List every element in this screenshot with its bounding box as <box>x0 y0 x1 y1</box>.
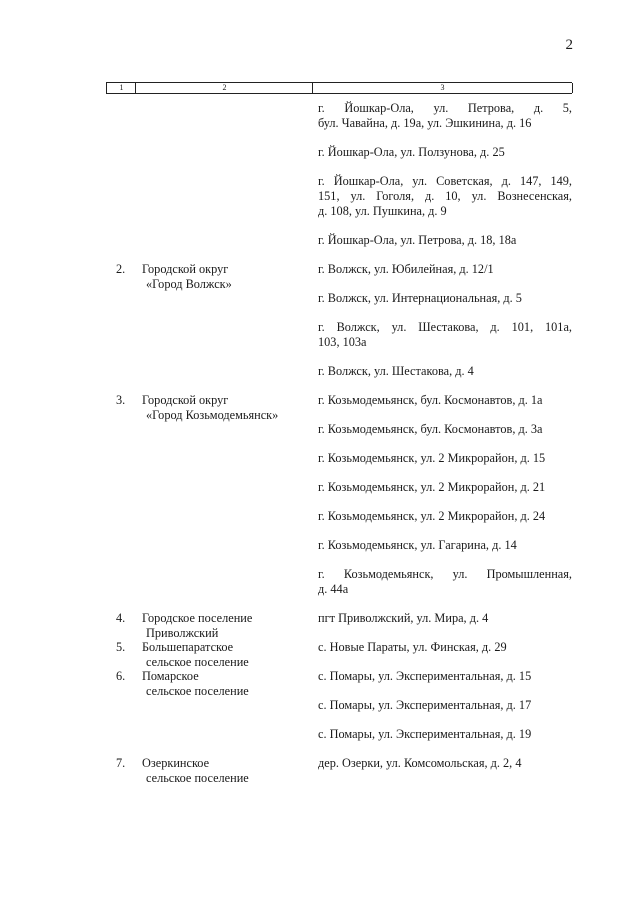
address-list <box>318 669 572 742</box>
address-line: г. Козьмодемьянск, ул. Гагарина, д. 14 <box>318 538 517 552</box>
page-number: 2 <box>565 37 573 53</box>
address-entry <box>318 262 572 277</box>
address-entry <box>318 451 572 466</box>
table-row <box>0 756 639 785</box>
row-number: 3. <box>116 393 126 407</box>
municipality-name <box>142 262 307 292</box>
address-list <box>318 393 572 597</box>
column-header-3: 3 <box>312 83 573 93</box>
table-row <box>0 640 639 669</box>
address-line: г. Волжск, ул. Шестакова, д. 4 <box>318 364 474 378</box>
address-line: 151, ул. Гоголя, д. 10, ул. Вознесенская, <box>318 189 572 203</box>
table-header-row <box>106 82 572 94</box>
row-number: 2. <box>116 262 126 276</box>
table-row <box>0 669 639 742</box>
municipality-name <box>142 640 307 670</box>
address-line: пгт Приволжский, ул. Мира, д. 4 <box>318 611 489 625</box>
address-list <box>318 756 572 771</box>
address-line: д. 44а <box>318 582 349 596</box>
address-line: г. Козьмодемьянск, ул. Промышленная, <box>318 567 572 581</box>
column-header-2: 2 <box>135 83 313 93</box>
municipality-name-line: Городское поселение <box>142 611 253 625</box>
address-line: г. Козьмодемьянск, бул. Космонавтов, д. 1а <box>318 393 543 407</box>
municipality-name-line: «Город Козьмодемьянск» <box>146 408 279 422</box>
address-line: г. Йошкар-Ола, ул. Советская, д. 147, 149, <box>318 174 572 188</box>
address-entry <box>318 101 572 131</box>
row-number: 4. <box>116 611 126 625</box>
municipality-name-line: сельское поселение <box>146 655 249 669</box>
address-line: 103, 103а <box>318 335 367 349</box>
address-line: с. Помары, ул. Экспериментальная, д. 17 <box>318 698 532 712</box>
address-entry <box>318 145 572 160</box>
address-line: г. Йошкар-Ола, ул. Петрова, д. 5, <box>318 101 572 115</box>
address-line: с. Помары, ул. Экспериментальная, д. 15 <box>318 669 532 683</box>
address-list <box>318 262 572 379</box>
municipality-name-line: Городской округ <box>142 393 229 407</box>
address-list <box>318 640 572 655</box>
address-entry <box>318 480 572 495</box>
address-line: с. Новые Параты, ул. Финская, д. 29 <box>318 640 507 654</box>
municipality-name-line: сельское поселение <box>146 771 249 785</box>
row-number: 6. <box>116 669 126 683</box>
address-entry <box>318 174 572 219</box>
column-header-1: 1 <box>106 83 136 93</box>
municipality-name-line: Городской округ <box>142 262 229 276</box>
municipality-name-line: Озеркинское <box>142 756 210 770</box>
address-entry <box>318 393 572 408</box>
row-number: 5. <box>116 640 126 654</box>
municipality-name <box>142 611 307 641</box>
municipality-name <box>142 756 307 786</box>
address-line: г. Волжск, ул. Интернациональная, д. 5 <box>318 291 522 305</box>
address-entry <box>318 364 572 379</box>
address-entry <box>318 233 572 248</box>
address-entry <box>318 538 572 553</box>
address-line: г. Козьмодемьянск, ул. 2 Микрорайон, д. 15 <box>318 451 546 465</box>
address-line: г. Козьмодемьянск, бул. Космонавтов, д. 3а <box>318 422 543 436</box>
municipality-name-line: Большепаратское <box>142 640 234 654</box>
address-entry <box>318 756 572 771</box>
address-line: г. Козьмодемьянск, ул. 2 Микрорайон, д. 24 <box>318 509 546 523</box>
table-body <box>0 101 639 785</box>
address-line: с. Помары, ул. Экспериментальная, д. 19 <box>318 727 532 741</box>
address-line: г. Волжск, ул. Шестакова, д. 101, 101а, <box>318 320 572 334</box>
address-line: г. Йошкар-Ола, ул. Петрова, д. 18, 18а <box>318 233 517 247</box>
address-line: д. 108, ул. Пушкина, д. 9 <box>318 204 447 218</box>
address-entry <box>318 727 572 742</box>
address-entry <box>318 698 572 713</box>
address-entry <box>318 422 572 437</box>
municipality-name-line: «Город Волжск» <box>146 277 232 291</box>
municipality-name-line: сельское поселение <box>146 684 249 698</box>
address-line: дер. Озерки, ул. Комсомольская, д. 2, 4 <box>318 756 522 770</box>
address-entry <box>318 291 572 306</box>
municipality-name-line: Приволжский <box>146 626 219 640</box>
address-entry <box>318 669 572 684</box>
municipality-name <box>142 393 307 423</box>
address-line: бул. Чавайна, д. 19а, ул. Эшкинина, д. 16 <box>318 116 532 130</box>
address-list <box>318 101 572 248</box>
address-entry <box>318 509 572 524</box>
address-line: г. Волжск, ул. Юбилейная, д. 12/1 <box>318 262 494 276</box>
address-line: г. Козьмодемьянск, ул. 2 Микрорайон, д. 21 <box>318 480 546 494</box>
municipality-name <box>142 669 307 699</box>
address-entry <box>318 320 572 350</box>
address-line: г. Йошкар-Ола, ул. Ползунова, д. 25 <box>318 145 505 159</box>
address-entry <box>318 640 572 655</box>
municipality-name-line: Помарское <box>142 669 199 683</box>
address-entry <box>318 611 572 626</box>
row-number: 7. <box>116 756 126 770</box>
table-row <box>0 393 639 597</box>
address-list <box>318 611 572 626</box>
table-row <box>0 101 639 248</box>
table-row <box>0 611 639 640</box>
table-row <box>0 262 639 379</box>
address-entry <box>318 567 572 597</box>
